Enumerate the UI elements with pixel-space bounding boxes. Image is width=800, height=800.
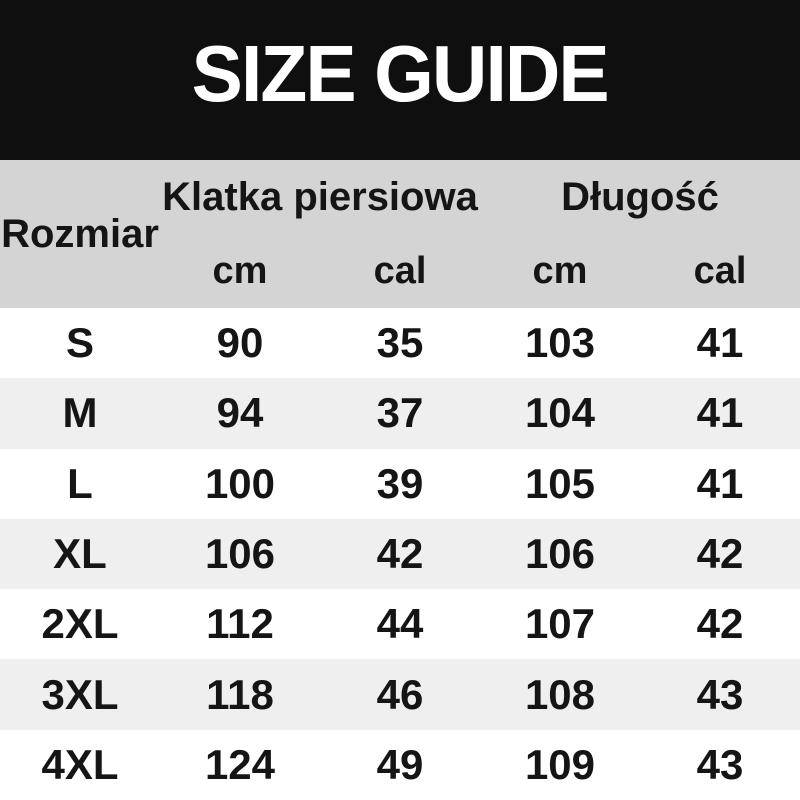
value-cell: 106	[524, 529, 596, 577]
value-cell: 94	[216, 389, 264, 437]
header-unit-length-cal: cal	[693, 249, 747, 292]
value-cell: 41	[696, 319, 744, 367]
table-row-4xl	[0, 730, 800, 800]
value-cell: 108	[524, 670, 596, 718]
table-row-s	[0, 308, 800, 378]
header-unit-chest-cal: cal	[373, 249, 427, 292]
value-cell: 46	[376, 670, 424, 718]
value-cell: 44	[376, 600, 424, 648]
value-cell: 112	[206, 600, 274, 648]
size-cell: L	[67, 459, 93, 507]
value-cell: 43	[696, 740, 744, 788]
value-cell: 41	[696, 459, 744, 507]
value-cell: 106	[204, 529, 276, 577]
value-cell: 49	[376, 740, 424, 788]
value-cell: 35	[376, 319, 424, 367]
size-cell: 3XL	[41, 670, 119, 718]
header-unit-chest-cm: cm	[212, 249, 268, 292]
table-header	[0, 160, 800, 308]
size-cell: M	[62, 389, 98, 437]
value-cell: 43	[696, 670, 744, 718]
size-cell: S	[65, 319, 94, 367]
size-cell: XL	[53, 529, 107, 577]
value-cell: 104	[524, 389, 596, 437]
size-cell: 2XL	[41, 600, 119, 648]
table-row-l	[0, 449, 800, 519]
size-guide-banner	[0, 0, 800, 160]
value-cell: 42	[696, 529, 744, 577]
value-cell: 109	[524, 740, 596, 788]
value-cell: 37	[376, 389, 424, 437]
table-row-3xl	[0, 659, 800, 729]
size-guide-title: SIZE GUIDE	[191, 29, 609, 118]
header-group-chest: Klatka piersiowa	[162, 174, 478, 219]
value-cell: 41	[696, 389, 744, 437]
value-cell: 107	[524, 600, 596, 648]
value-cell: 39	[376, 459, 424, 507]
header-unit-length-cm: cm	[532, 249, 588, 292]
value-cell: 42	[696, 600, 744, 648]
value-cell: 42	[376, 529, 424, 577]
value-cell: 100	[204, 459, 276, 507]
value-cell: 103	[524, 319, 596, 367]
header-size-label: Rozmiar	[1, 211, 159, 256]
table-row-xl	[0, 519, 800, 589]
table-row-m	[0, 378, 800, 448]
size-cell: 4XL	[41, 740, 119, 788]
value-cell: 118	[206, 670, 274, 718]
value-cell: 90	[216, 319, 264, 367]
size-table-body	[0, 308, 800, 800]
table-row-2xl	[0, 589, 800, 659]
header-group-length: Długość	[561, 174, 719, 219]
value-cell: 124	[204, 740, 276, 788]
value-cell: 105	[524, 459, 596, 507]
